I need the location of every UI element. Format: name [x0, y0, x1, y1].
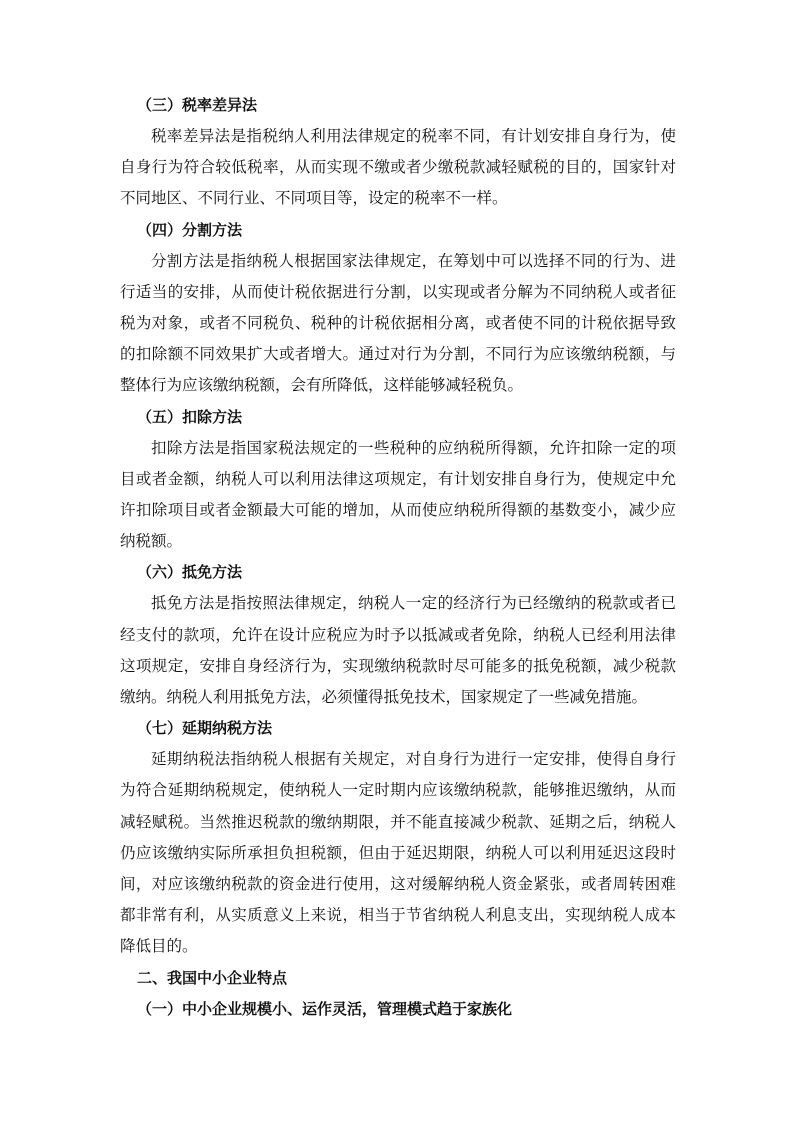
document-body	[120, 90, 676, 1025]
section-body-deferral: 延期纳税法指纳税人根据有关规定，对自身行为进行一定安排，使得自身行为符合延期纳税规定，使纳税人一定时期内应该缴纳税款，能够推迟缴纳，从而减轻赋税。当然推迟税款的缴纳期限，并不能直接减少税款、延期之后，纳税人仍应该缴纳实际所承担负担税额，但由于延迟期限，纳税人可以利用延迟这段时间，对应该缴纳税款的资金进行使用，这对缓解纳税人资金紧张，或者周转困难都非常有利，从实质意义上来说，相当于节省纳税人利息支出，实现纳税人成本降低目的。	[120, 750, 676, 956]
section-heading-credit: （六）抵免方法	[137, 563, 243, 582]
section-body-deduction: 扣除方法是指国家税法规定的一些税种的应纳税所得额，允许扣除一定的项目或者金额，纳税人可以利用法律这项规定，有计划安排自身行为，使规定中允许扣除项目或者金额最大可能的增加，从而使应纳税所得额的基数变小，减少应纳税额。	[120, 438, 676, 551]
section-heading-splitting: （四）分割方法	[137, 220, 243, 239]
section-heading-tax-rate-difference: （三）税率差异法	[137, 96, 258, 114]
section-heading-deduction: （五）扣除方法	[137, 407, 243, 426]
section-body-splitting: 分割方法是指纳税人根据国家法律规定，在筹划中可以选择不同的行为、进行适当的安排，从而使计税依据进行分割，以实现或者分解为不同纳税人或者征税为对象，或者不同税负、税种的计税依据相分离，或者使不同的计税依据导致的扣除额不同效果扩大或者增大。通过对行为分割，不同行为应该缴纳税额，与整体行为应该缴纳税额，会有所降低，这样能够减轻税负。	[120, 251, 676, 395]
section-heading-deferral: （七）延期纳税方法	[137, 719, 273, 738]
chapter-heading: 二、我国中小企业特点	[137, 968, 288, 987]
sub-heading: （一）中小企业规模小、运作灵活，管理模式趋于家族化	[137, 999, 513, 1018]
section-body-credit: 抵免方法是指按照法律规定，纳税人一定的经济行为已经缴纳的税款或者已经支付的款项，允许在设计应税应为时予以抵减或者免除，纳税人已经利用法律这项规定，安排自身经济行为，实现缴纳税款时尽可能多的抵免税额，减少税款缴纳。纳税人利用抵免方法，必须懂得抵免技术，国家规定了一些减免措施。	[120, 594, 676, 707]
section-body-tax-rate-difference: 税率差异法是指税纳人利用法律规定的税率不同，有计划安排自身行为，使自身行为符合较低税率，从而实现不缴或者少缴税款减轻赋税的目的，国家针对不同地区、不同行业、不同项目等，设定的税率不一样。	[120, 127, 676, 208]
